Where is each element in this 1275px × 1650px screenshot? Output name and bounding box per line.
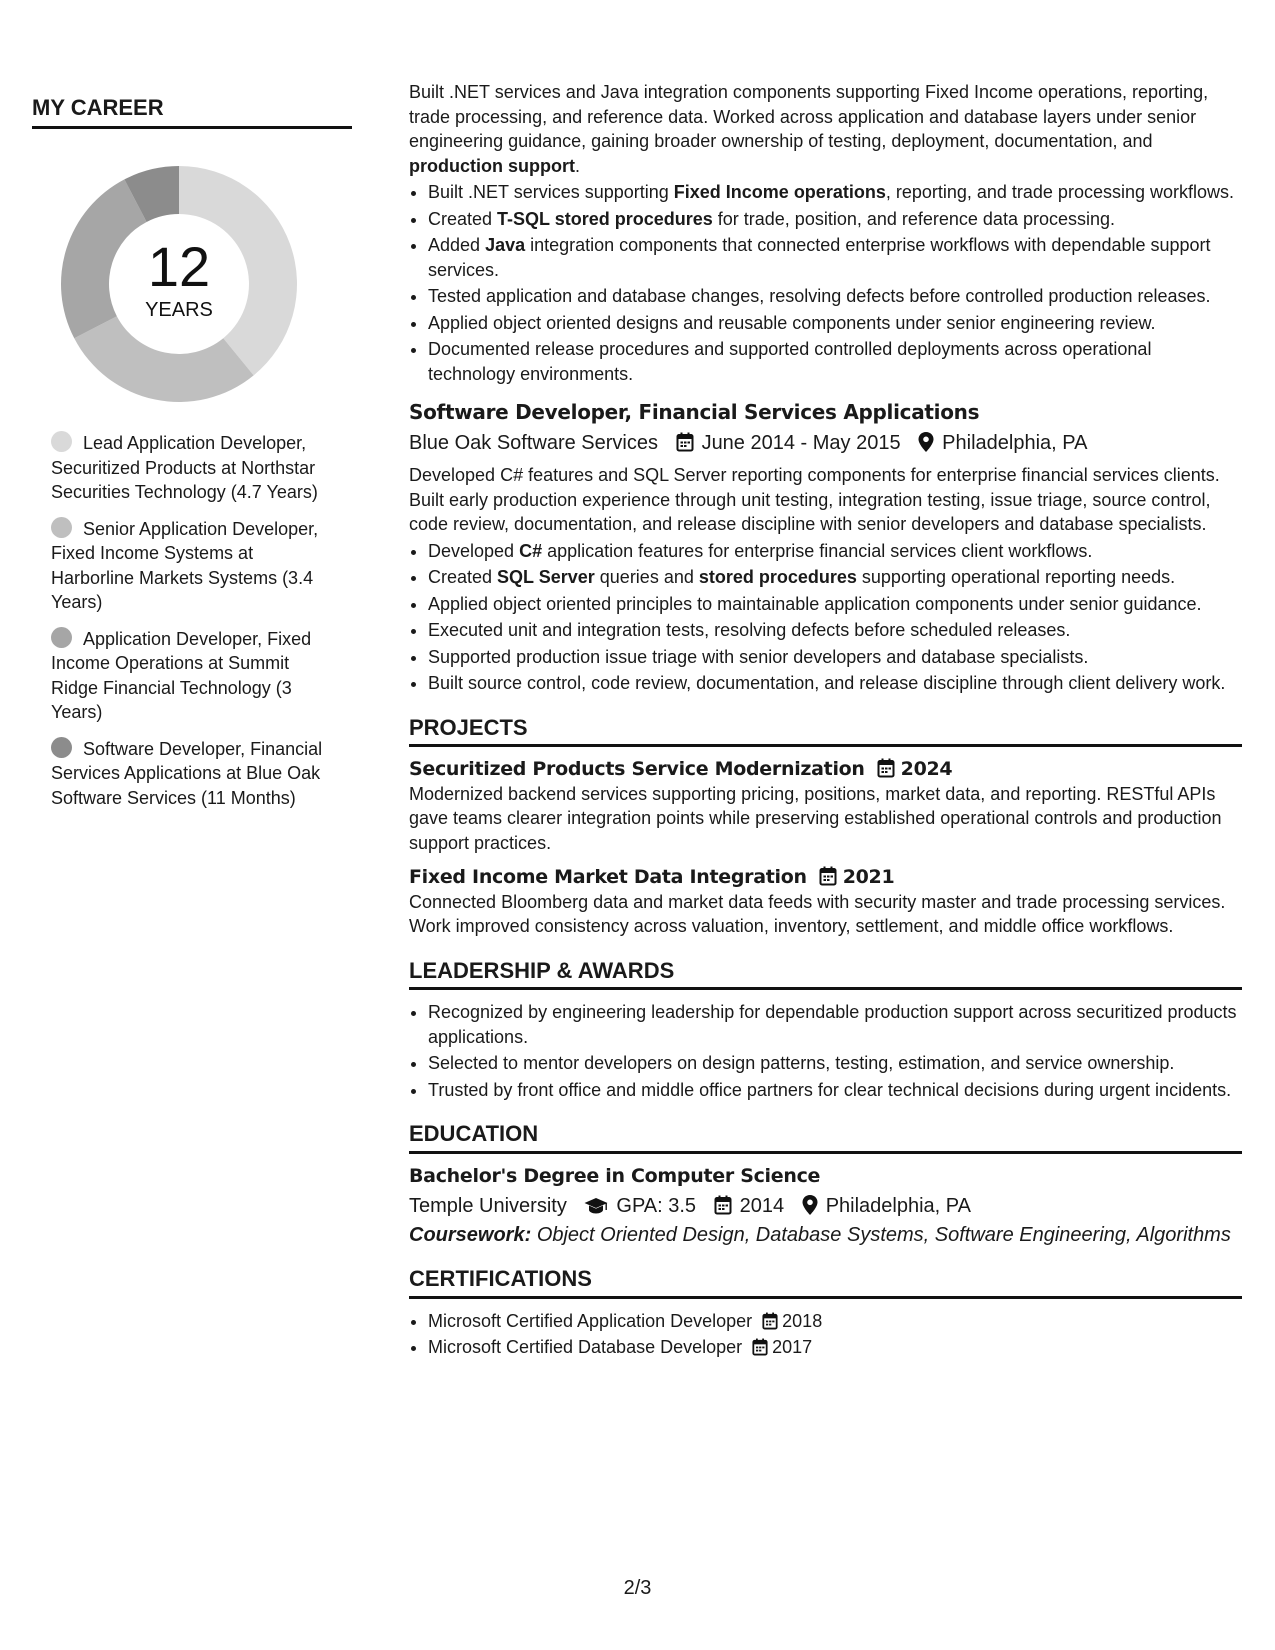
- legend-dot: [51, 517, 72, 538]
- bullet-emphasis: SQL Server: [497, 567, 595, 587]
- coursework: [409, 1223, 1242, 1248]
- calendar-icon: [819, 866, 837, 886]
- project-title: [409, 865, 1242, 890]
- bullet-text: , reporting, and trade processing workflows.: [885, 182, 1234, 202]
- project-title: [409, 757, 1242, 782]
- bullet-text: Added: [428, 235, 486, 255]
- legend-dot: [51, 431, 72, 452]
- bullet-emphasis: stored procedures: [698, 567, 857, 587]
- graduation-cap-icon: [584, 1197, 608, 1215]
- project-name: Fixed Income Market Data Integration: [409, 866, 807, 888]
- legend-item: [51, 737, 326, 811]
- legend-item: [51, 517, 326, 615]
- bullet-item: • Executed unit and integration tests, resolving defects before scheduled releases.: [428, 618, 1242, 643]
- bullet-item: • Selected to mentor developers on design patterns, testing, estimation, and service ownership.: [428, 1051, 1242, 1076]
- education-location: Philadelphia, PA: [825, 1195, 971, 1217]
- career-donut-chart: [54, 159, 304, 409]
- legend-dot: [51, 737, 72, 758]
- bullet-emphasis: Java: [485, 235, 526, 255]
- legend-label: Software Developer, Financial Services Applications at Blue Oak Software Services (11 Months): [51, 738, 323, 808]
- job-dates: June 2014 - May 2015: [701, 431, 901, 454]
- job-summary: Developed C# features and SQL Server reporting components for enterprise financial services clients. Built early production experience through unit testing, integration testing, issue triage, source control, code review, documentation, and release discipline with senior developers and database specialists.: [409, 465, 1220, 534]
- job-bullets: [409, 539, 1242, 696]
- project-year: 2021: [842, 866, 895, 888]
- legend-item: [51, 627, 326, 725]
- project-description: Modernized backend services supporting pricing, positions, market data, and reporting. RESTful APIs gave teams clearer integration points while preserving established operational controls and production support practices.: [409, 783, 1222, 853]
- certification-name: Microsoft Certified Database Developer: [428, 1337, 743, 1357]
- total-years-unit: YEARS: [145, 299, 213, 321]
- job-summary: [409, 80, 1242, 178]
- summary-text: .: [574, 155, 580, 176]
- bullet-emphasis: C#: [519, 540, 543, 561]
- summary-emphasis: production support: [409, 155, 575, 176]
- bullet-item: • Built source control, code review, documentation, and release discipline through client delivery work.: [428, 671, 1242, 696]
- education-meta: [409, 1194, 1242, 1219]
- bullet-item: • Trusted by front office and middle office partners for clear technical decisions during urgent incidents.: [428, 1078, 1242, 1103]
- job-title: Software Developer, Financial Services Applications: [409, 400, 980, 424]
- summary-text: Built .NET services and Java integration components supporting Fixed Income operations, reporting, trade processing, and reference data. Worked across application and database layers under senior engineering guidance, gaining broader ownership of testing, deployment, documentation, and: [409, 82, 1209, 151]
- bullet-text: integration components that connected enterprise workflows with dependable support services.: [428, 235, 1211, 280]
- graduation-year: 2014: [739, 1195, 785, 1217]
- career-legend: [51, 431, 326, 810]
- certification-list: [409, 1309, 1242, 1360]
- bullet-text: queries and: [594, 567, 699, 587]
- bullet-text: supporting operational reporting needs.: [856, 567, 1176, 587]
- certification-year: 2018: [782, 1310, 823, 1331]
- bullet-text: Built .NET services supporting: [428, 182, 674, 202]
- gpa: GPA: 3.5: [616, 1195, 697, 1217]
- bullet-item: • Tested application and database changes, resolving defects before controlled production releases.: [428, 284, 1242, 309]
- calendar-icon: [762, 1312, 778, 1330]
- bullet-item: • Applied object oriented principles to maintainable application components under senior guidance.: [428, 592, 1242, 617]
- project-name: Securitized Products Service Modernization: [409, 758, 865, 780]
- bullet-item: • Documented release procedures and supported controlled deployments across operational technology environments.: [428, 337, 1242, 386]
- legend-dot: [51, 627, 72, 648]
- project-year: 2024: [900, 758, 953, 780]
- job-bullets: [409, 180, 1242, 386]
- calendar-icon: [877, 758, 895, 778]
- bullet-item: • Applied object oriented designs and reusable components under senior engineering review.: [428, 311, 1242, 336]
- calendar-icon: [714, 1195, 732, 1215]
- legend-label: Lead Application Developer, Securitized Products at Northstar Securities Technology (4.7 Years): [51, 433, 318, 502]
- page-number: 2/3: [623, 1577, 652, 1599]
- total-years-value: 12: [147, 235, 211, 298]
- project-item: [409, 865, 1242, 939]
- legend-item: [51, 431, 326, 505]
- sidebar-title: MY CAREER: [32, 95, 352, 129]
- bullet-emphasis: Fixed Income operations: [673, 182, 886, 202]
- legend-label: Application Developer, Fixed Income Operations at Summit Ridge Financial Technology (3 Years): [51, 628, 312, 722]
- project-description: Connected Bloomberg data and market data feeds with security master and trade processing services. Work improved consistency across valuation, inventory, settlement, and middle office workflows.: [409, 891, 1226, 936]
- degree-title: Bachelor's Degree in Computer Science: [409, 1164, 821, 1187]
- bullet-item: [428, 180, 1242, 205]
- bullet-item: [428, 233, 1242, 282]
- certification-item: [428, 1335, 1242, 1360]
- donut-center: [54, 235, 304, 322]
- legend-label: Senior Application Developer, Fixed Income Systems at Harborline Markets Systems (3.4 Years): [51, 518, 319, 612]
- project-item: [409, 757, 1242, 855]
- certification-item: [428, 1309, 1242, 1334]
- leadership-bullets: [409, 1000, 1242, 1102]
- donut-segment: [74, 316, 253, 402]
- coursework-label: Coursework:: [409, 1223, 532, 1246]
- section-title-projects: PROJECTS: [409, 716, 1242, 748]
- bullet-item: • Recognized by engineering leadership for dependable production support across securitized products applications.: [428, 1000, 1242, 1049]
- bullet-item: [428, 207, 1242, 232]
- company-name: Blue Oak Software Services: [409, 431, 658, 454]
- certification-year: 2017: [772, 1337, 813, 1357]
- bullet-item: [428, 539, 1242, 564]
- school-name: Temple University: [409, 1195, 567, 1217]
- bullet-item: • Supported production issue triage with senior developers and database specialists.: [428, 645, 1242, 670]
- main-content: [409, 80, 1242, 1362]
- bullet-text: Developed: [428, 540, 520, 561]
- location-pin-icon: [918, 432, 934, 452]
- bullet-emphasis: T-SQL stored procedures: [497, 208, 713, 229]
- section-title-certifications: CERTIFICATIONS: [409, 1267, 1242, 1299]
- bullet-text: for trade, position, and reference data processing.: [712, 208, 1116, 229]
- job-location: Philadelphia, PA: [942, 431, 1088, 454]
- career-sidebar: [32, 95, 352, 822]
- calendar-icon: [752, 1338, 768, 1356]
- location-pin-icon: [802, 1195, 818, 1215]
- coursework-list: Object Oriented Design, Database Systems, Software Engineering, Algorithms: [536, 1223, 1231, 1246]
- calendar-icon: [676, 432, 694, 452]
- bullet-item: [428, 565, 1242, 590]
- bullet-text: Created: [428, 567, 498, 587]
- job-meta: [409, 431, 1242, 456]
- certification-name: Microsoft Certified Application Developer: [428, 1310, 753, 1331]
- section-title-leadership: LEADERSHIP & AWARDS: [409, 959, 1242, 991]
- section-title-education: EDUCATION: [409, 1122, 1242, 1154]
- bullet-text: application features for enterprise financial services client workflows.: [542, 540, 1093, 561]
- bullet-text: Created: [428, 208, 498, 229]
